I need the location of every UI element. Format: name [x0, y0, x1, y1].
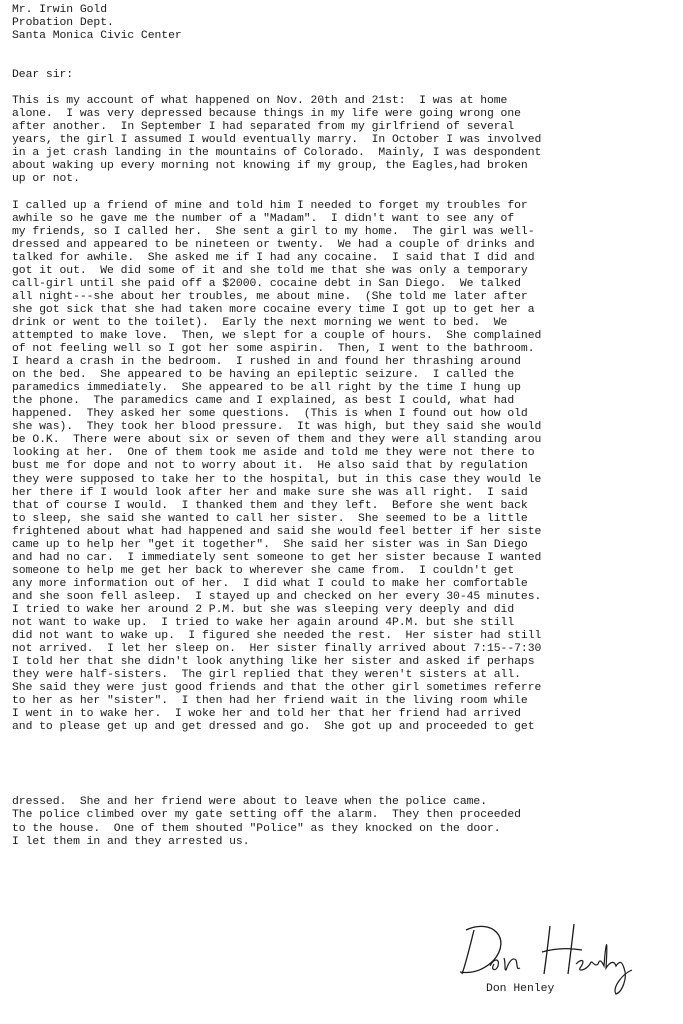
text-line: happened. They asked her some questions. (This is when I found out how old — [12, 408, 528, 421]
page-gap — [12, 734, 683, 796]
text-line: after another. In September I had separated from my girlfriend of several — [12, 121, 515, 134]
text-line: be O.K. There were about six or seven of them and they were all standing arou — [12, 434, 542, 447]
text-line: to the house. One of them shouted "Police" as they knocked on the door. — [12, 822, 501, 835]
text-line: talked for awhile. She asked me if I had any cocaine. I said that I did and — [12, 251, 535, 264]
text-line: I heard a crash in the bedroom. I rushed in and found her thrashing around — [12, 356, 521, 369]
text-line: to sleep, she said she wanted to call her sister. She seemed to be a little — [12, 512, 528, 525]
text-line: looking at her. One of them took me aside and told me they were not there to — [12, 447, 535, 460]
text-line: I tried to wake her around 2 P.M. but she was sleeping very deeply and did — [12, 603, 515, 616]
text-line: someone to help me get her back to wherever she came from. I couldn't get — [12, 564, 515, 577]
text-line: on the bed. She appeared to be having an epileptic seizure. I called the — [12, 369, 515, 382]
text-line: frightened about what had happened and said she would feel better if her siste — [12, 525, 542, 538]
paragraph-1 — [12, 95, 683, 186]
letter-page — [12, 4, 683, 1024]
text-line: awhile so he gave me the number of a "Madam". I didn't want to see any of — [12, 212, 515, 225]
paragraph-3 — [12, 796, 683, 848]
signer-name: Don Henley — [486, 983, 555, 995]
text-line: she got sick that she had taken more cocaine every time I got up to get her a — [12, 303, 535, 316]
text-line: her there if I would look after her and make sure she was all right. I said — [12, 486, 528, 499]
address-line: Mr. Irwin Gold — [12, 4, 107, 16]
text-line: that of course I would. I thanked them and they left. Before she went back — [12, 499, 528, 512]
text-line: all night---she about her troubles, me about mine. (She told me later after — [12, 290, 528, 303]
text-line: and she soon fell asleep. I stayed up and checked on her every 30-45 minutes. — [12, 590, 542, 603]
text-line: She said they were just good friends and that the other girl sometimes referre — [12, 682, 542, 695]
address-line: Probation Dept. — [12, 17, 114, 30]
salutation — [12, 69, 683, 82]
text-line: call-girl until she paid off a $2000. cocaine debt in San Diego. We talked — [12, 277, 521, 290]
text-line: my friends, so I called her. She sent a girl to my home. The girl was well- — [12, 225, 535, 238]
text-line: This is my account of what happened on Nov. 20th and 21st: I was at home — [12, 95, 508, 108]
text-line: up or not. — [12, 173, 80, 186]
text-line: attempted to make love. Then, we slept for a couple of hours. She complained — [12, 329, 542, 342]
text-line: about waking up every morning not knowing if my group, the Eagles,had broken — [12, 160, 528, 173]
text-line: paramedics immediately. She appeared to be all right by the time I hung up — [12, 382, 521, 395]
text-line: bust me for dope and not to worry about it. He also said that by regulation — [12, 460, 528, 473]
text-line: and to please get up and get dressed and go. She got up and proceeded to get — [12, 721, 535, 734]
text-line: dressed and appeared to be nineteen or twenty. We had a couple of drinks and — [12, 238, 535, 251]
text-line: the phone. The paramedics came and I explained, as best I could, what had — [12, 395, 515, 408]
text-line: got it out. We did some of it and she told me that she was only a temporary — [12, 264, 528, 277]
text-line: and had no car. I immediately sent someone to get her sister because I wanted — [12, 551, 542, 564]
text-line: I called up a friend of mine and told him I needed to forget my troubles for — [12, 199, 528, 212]
text-line: to her as her "sister". I then had her friend wait in the living room while — [12, 695, 528, 708]
text-line: they were half-sisters. The girl replied that they weren't sisters at all. — [12, 669, 521, 682]
text-line: not arrived. I let her sleep on. Her sister finally arrived about 7:15--7:30 — [12, 643, 542, 656]
text-line: I went in to wake her. I woke her and told her that her friend had arrived — [12, 708, 521, 721]
text-line: years, the girl I assumed I would eventually marry. In October I was involved — [12, 134, 542, 147]
text-line: alone. I was very depressed because things in my life were going wrong one — [12, 108, 521, 121]
text-line: any more information out of her. I did what I could to make her comfortable — [12, 577, 528, 590]
text-line: came up to help her "get it together". She said her sister was in San Diego — [12, 538, 528, 551]
address-line: Santa Monica Civic Center — [12, 30, 182, 43]
text-line: in a jet crash landing in the mountains of Colorado. Mainly, I was despondent — [12, 147, 542, 160]
text-line: The police climbed over my gate setting off the alarm. They then proceeded — [12, 809, 521, 822]
recipient-address — [12, 4, 683, 43]
text-line: she was). They took her blood pressure. It was high, but they said she would — [12, 421, 542, 434]
paragraph-2 — [12, 200, 683, 735]
text-line: not want to wake up. I tried to wake her again around 4P.M. but she still — [12, 617, 515, 630]
text-line: I told her that she didn't look anything like her sister and asked if perhaps — [12, 656, 535, 669]
text-line: dressed. She and her friend were about to leave when the police came. — [12, 796, 487, 809]
text-line: I let them in and they arrested us. — [12, 835, 250, 848]
text-line: of not feeling well so I got her some aspirin. Then, I went to the bathroom. — [12, 343, 535, 356]
text-line: drink or went to the toilet). Early the next morning we went to bed. We — [12, 316, 508, 329]
salutation-text: Dear sir: — [12, 69, 74, 82]
text-line: they were supposed to take her to the hospital, but in this case they would le — [12, 473, 542, 486]
text-line: did not want to wake up. I figured she needed the rest. Her sister had still — [12, 630, 542, 643]
